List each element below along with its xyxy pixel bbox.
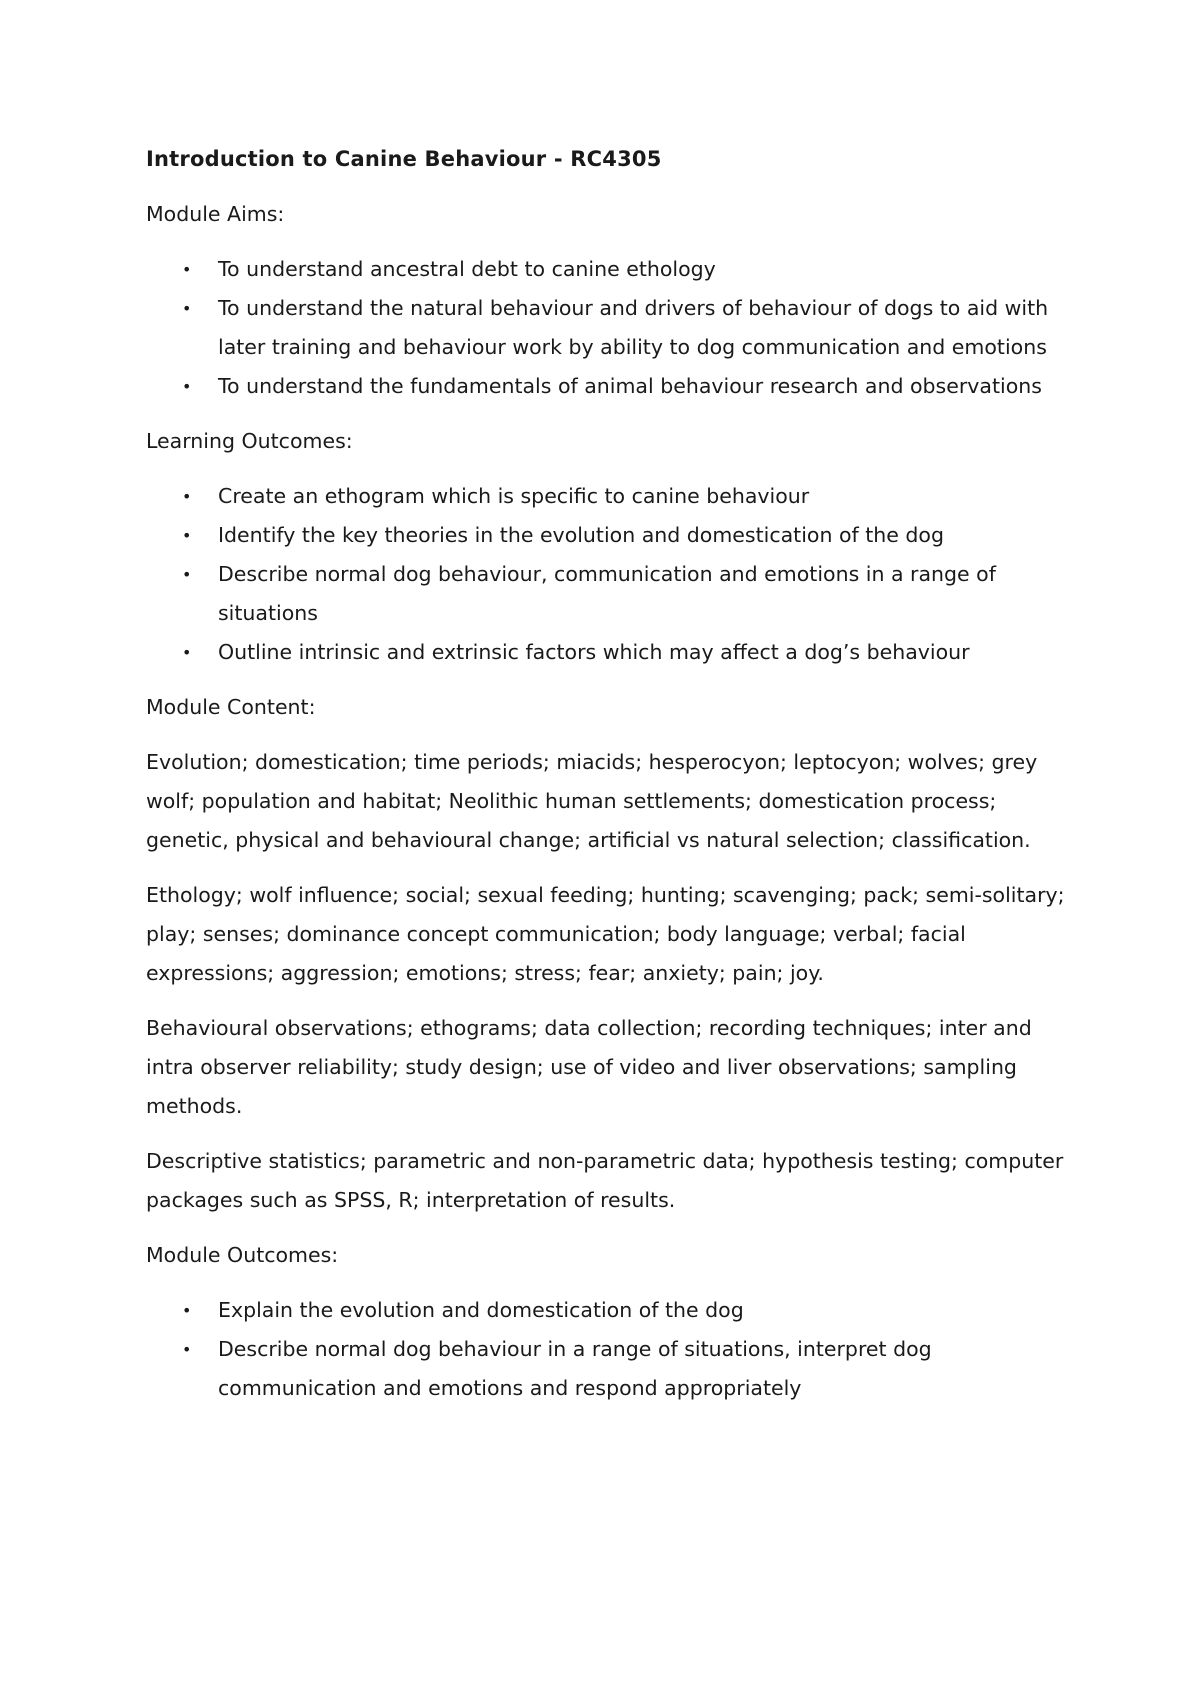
- content-paragraph-ethology: Ethology; wolf influence; social; sexual feeding; hunting; scavenging; pack; semi-solitary; play; senses; dominance concept communication; body language; verbal; facial expressions; aggression; emotions; stress; fear; anxiety; pain; joy.: [146, 883, 1065, 985]
- module-content-heading: Module Content:: [146, 695, 316, 719]
- bullet-icon: •: [182, 526, 192, 545]
- bullet-icon: •: [182, 260, 192, 279]
- learning-outcomes-heading: Learning Outcomes:: [146, 429, 353, 453]
- bullet-icon: •: [182, 299, 192, 318]
- list-item: [146, 633, 1076, 672]
- content-paragraph-statistics: Descriptive statistics; parametric and non-parametric data; hypothesis testing; computer packages such as SPSS, R; interpretation of results.: [146, 1149, 1064, 1212]
- content-paragraph-evolution: Evolution; domestication; time periods; miacids; hesperocyon; leptocyon; wolves; grey wolf; population and habitat; Neolithic human settlements; domestication process; genetic, physical and behavioural change; artificial vs natural selection; classification.: [146, 750, 1038, 852]
- document-page: [146, 140, 1076, 1424]
- list-item: [146, 250, 1076, 289]
- list-item: [146, 477, 1076, 516]
- bullet-icon: •: [182, 643, 192, 662]
- module-outcomes-list: [146, 1291, 1076, 1408]
- list-item-text: Describe normal dog behaviour in a range of situations, interpret dog communication and emotions and respond appropriately: [218, 1337, 932, 1400]
- list-item-text: Explain the evolution and domestication of the dog: [218, 1298, 744, 1322]
- learning-outcomes-list: [146, 477, 1076, 672]
- list-item: [146, 1330, 1076, 1408]
- bullet-icon: •: [182, 565, 192, 584]
- content-paragraph-observations: Behavioural observations; ethograms; data collection; recording techniques; inter and intra observer reliability; study design; use of video and liver observations; sampling methods.: [146, 1016, 1032, 1118]
- list-item: [146, 555, 1076, 633]
- list-item-text: To understand ancestral debt to canine ethology: [218, 257, 716, 281]
- bullet-icon: •: [182, 377, 192, 396]
- list-item-text: Create an ethogram which is specific to canine behaviour: [218, 484, 810, 508]
- list-item: [146, 1291, 1076, 1330]
- list-item: [146, 289, 1076, 367]
- bullet-icon: •: [182, 1301, 192, 1320]
- list-item-text: Identify the key theories in the evolution and domestication of the dog: [218, 523, 944, 547]
- list-item-text: To understand the fundamentals of animal behaviour research and observations: [218, 374, 1042, 398]
- module-aims-heading: Module Aims:: [146, 202, 285, 226]
- list-item-text: Outline intrinsic and extrinsic factors which may affect a dog’s behaviour: [218, 640, 970, 664]
- module-outcomes-heading: Module Outcomes:: [146, 1243, 339, 1267]
- bullet-icon: •: [182, 1340, 192, 1359]
- bullet-icon: •: [182, 487, 192, 506]
- list-item: [146, 367, 1076, 406]
- list-item-text: Describe normal dog behaviour, communication and emotions in a range of situations: [218, 562, 996, 625]
- list-item: [146, 516, 1076, 555]
- list-item-text: To understand the natural behaviour and drivers of behaviour of dogs to aid with later training and behaviour work by ability to dog communication and emotions: [218, 296, 1049, 359]
- module-aims-list: [146, 250, 1076, 406]
- document-title: Introduction to Canine Behaviour - RC4305: [146, 147, 662, 171]
